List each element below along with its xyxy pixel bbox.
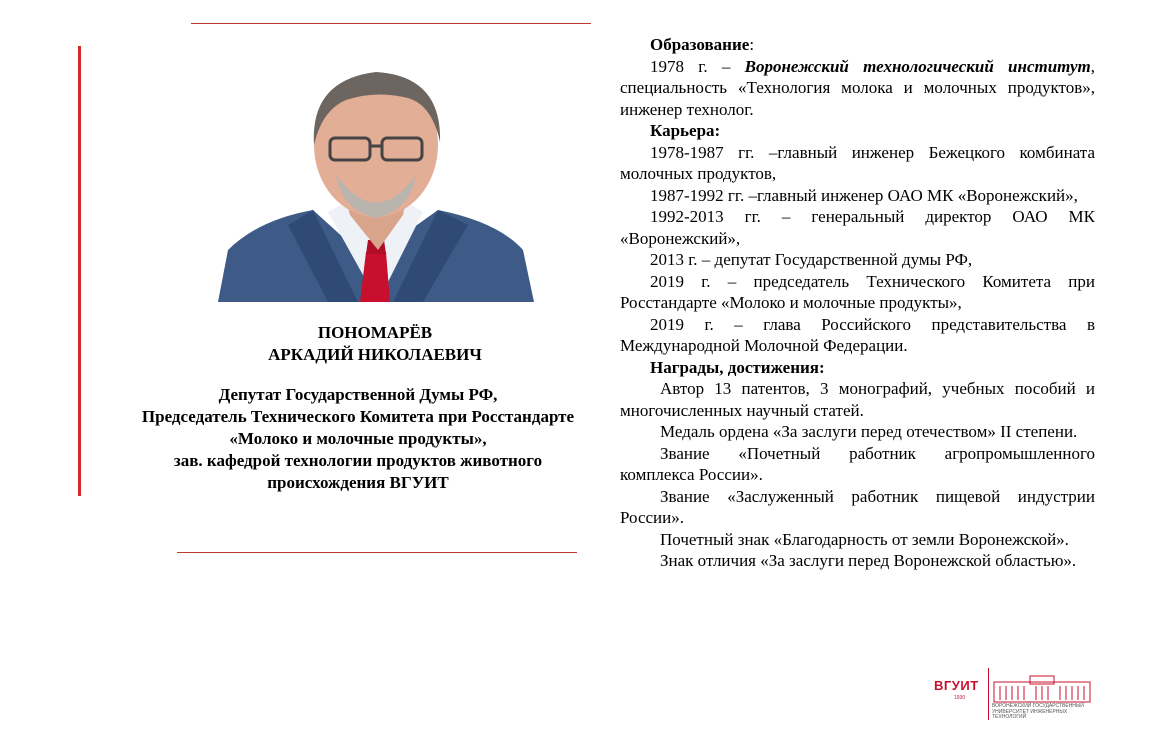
awards-heading: Награды, достижения: <box>650 357 825 377</box>
institute-name: Воронежский технологический институт <box>744 56 1091 76</box>
biography <box>620 34 1095 572</box>
award-item: Автор 13 патентов, 3 монографий, учебных пособий и многочисленных научный статей. <box>620 379 1095 420</box>
career-item: 1978-1987 гг. –главный инженер Бежецкого комбината молочных продуктов, <box>620 142 1095 183</box>
award-item: Звание «Почетный работник агропромышленного комплекса России». <box>620 443 1095 484</box>
top-rule <box>191 23 591 24</box>
award-item: Почетный знак «Благодарность от земли Воронежской». <box>660 529 1069 549</box>
logo-divider <box>988 668 989 720</box>
education-entry: 1978 г. – Воронежский технологический институт, специальность «Технология молока и молочных продуктов», инженер технолог. <box>620 56 1095 119</box>
title-line: «Молоко и молочные продукты», <box>229 429 487 448</box>
person-name <box>120 322 630 366</box>
award-item: Медаль ордена «За заслуги перед отечеством» II степени. <box>660 422 1078 441</box>
title-line: Председатель Технического Комитета при Росстандарте <box>141 407 575 426</box>
person-given-name: АРКАДИЙ НИКОЛАЕВИЧ <box>268 345 482 364</box>
career-item: 2019 г. – глава Российского представительства в Международной Молочной Федерации. <box>620 314 1095 355</box>
career-item: 2019 г. – председатель Технического Комитета при Росстандарте «Молоко и молочные продукты», <box>620 271 1095 312</box>
university-logo <box>930 668 1098 720</box>
title-line: зав. кафедрой технологии продуктов животного <box>173 451 543 470</box>
bottom-rule <box>177 552 577 553</box>
building-icon <box>992 674 1092 704</box>
education-heading: Образование: <box>650 35 755 54</box>
career-item: 2013 г. – депутат Государственной думы РФ, <box>650 250 973 269</box>
person-titles <box>110 384 606 494</box>
career-heading: Карьера: <box>650 121 721 140</box>
person-surname: ПОНОМАРЁВ <box>317 323 433 342</box>
title-line: Депутат Государственной Думы РФ, <box>218 385 498 404</box>
title-line: происхождения ВГУИТ <box>267 473 449 492</box>
logo-university-name: ВОРОНЕЖСКИЙ ГОСУДАРСТВЕННЫЙ УНИВЕРСИТЕТ ИНЖЕНЕРНЫХ ТЕХНОЛОГИЙ <box>992 703 1084 720</box>
portrait-photo <box>218 50 534 302</box>
award-item: Знак отличия «За заслуги перед Воронежской областью». <box>660 551 1077 570</box>
logo-abbreviation: ВГУИТ <box>934 678 979 693</box>
left-accent-bar <box>78 46 81 496</box>
career-item: 1992-2013 гг. – генеральный директор ОАО МК «Воронежский», <box>620 207 1095 248</box>
award-item: Звание «Заслуженный работник пищевой индустрии России». <box>620 486 1095 527</box>
logo-year: 1930 <box>954 695 966 701</box>
career-item: 1987-1992 гг. –главный инженер ОАО МК «Воронежский», <box>650 185 1078 205</box>
